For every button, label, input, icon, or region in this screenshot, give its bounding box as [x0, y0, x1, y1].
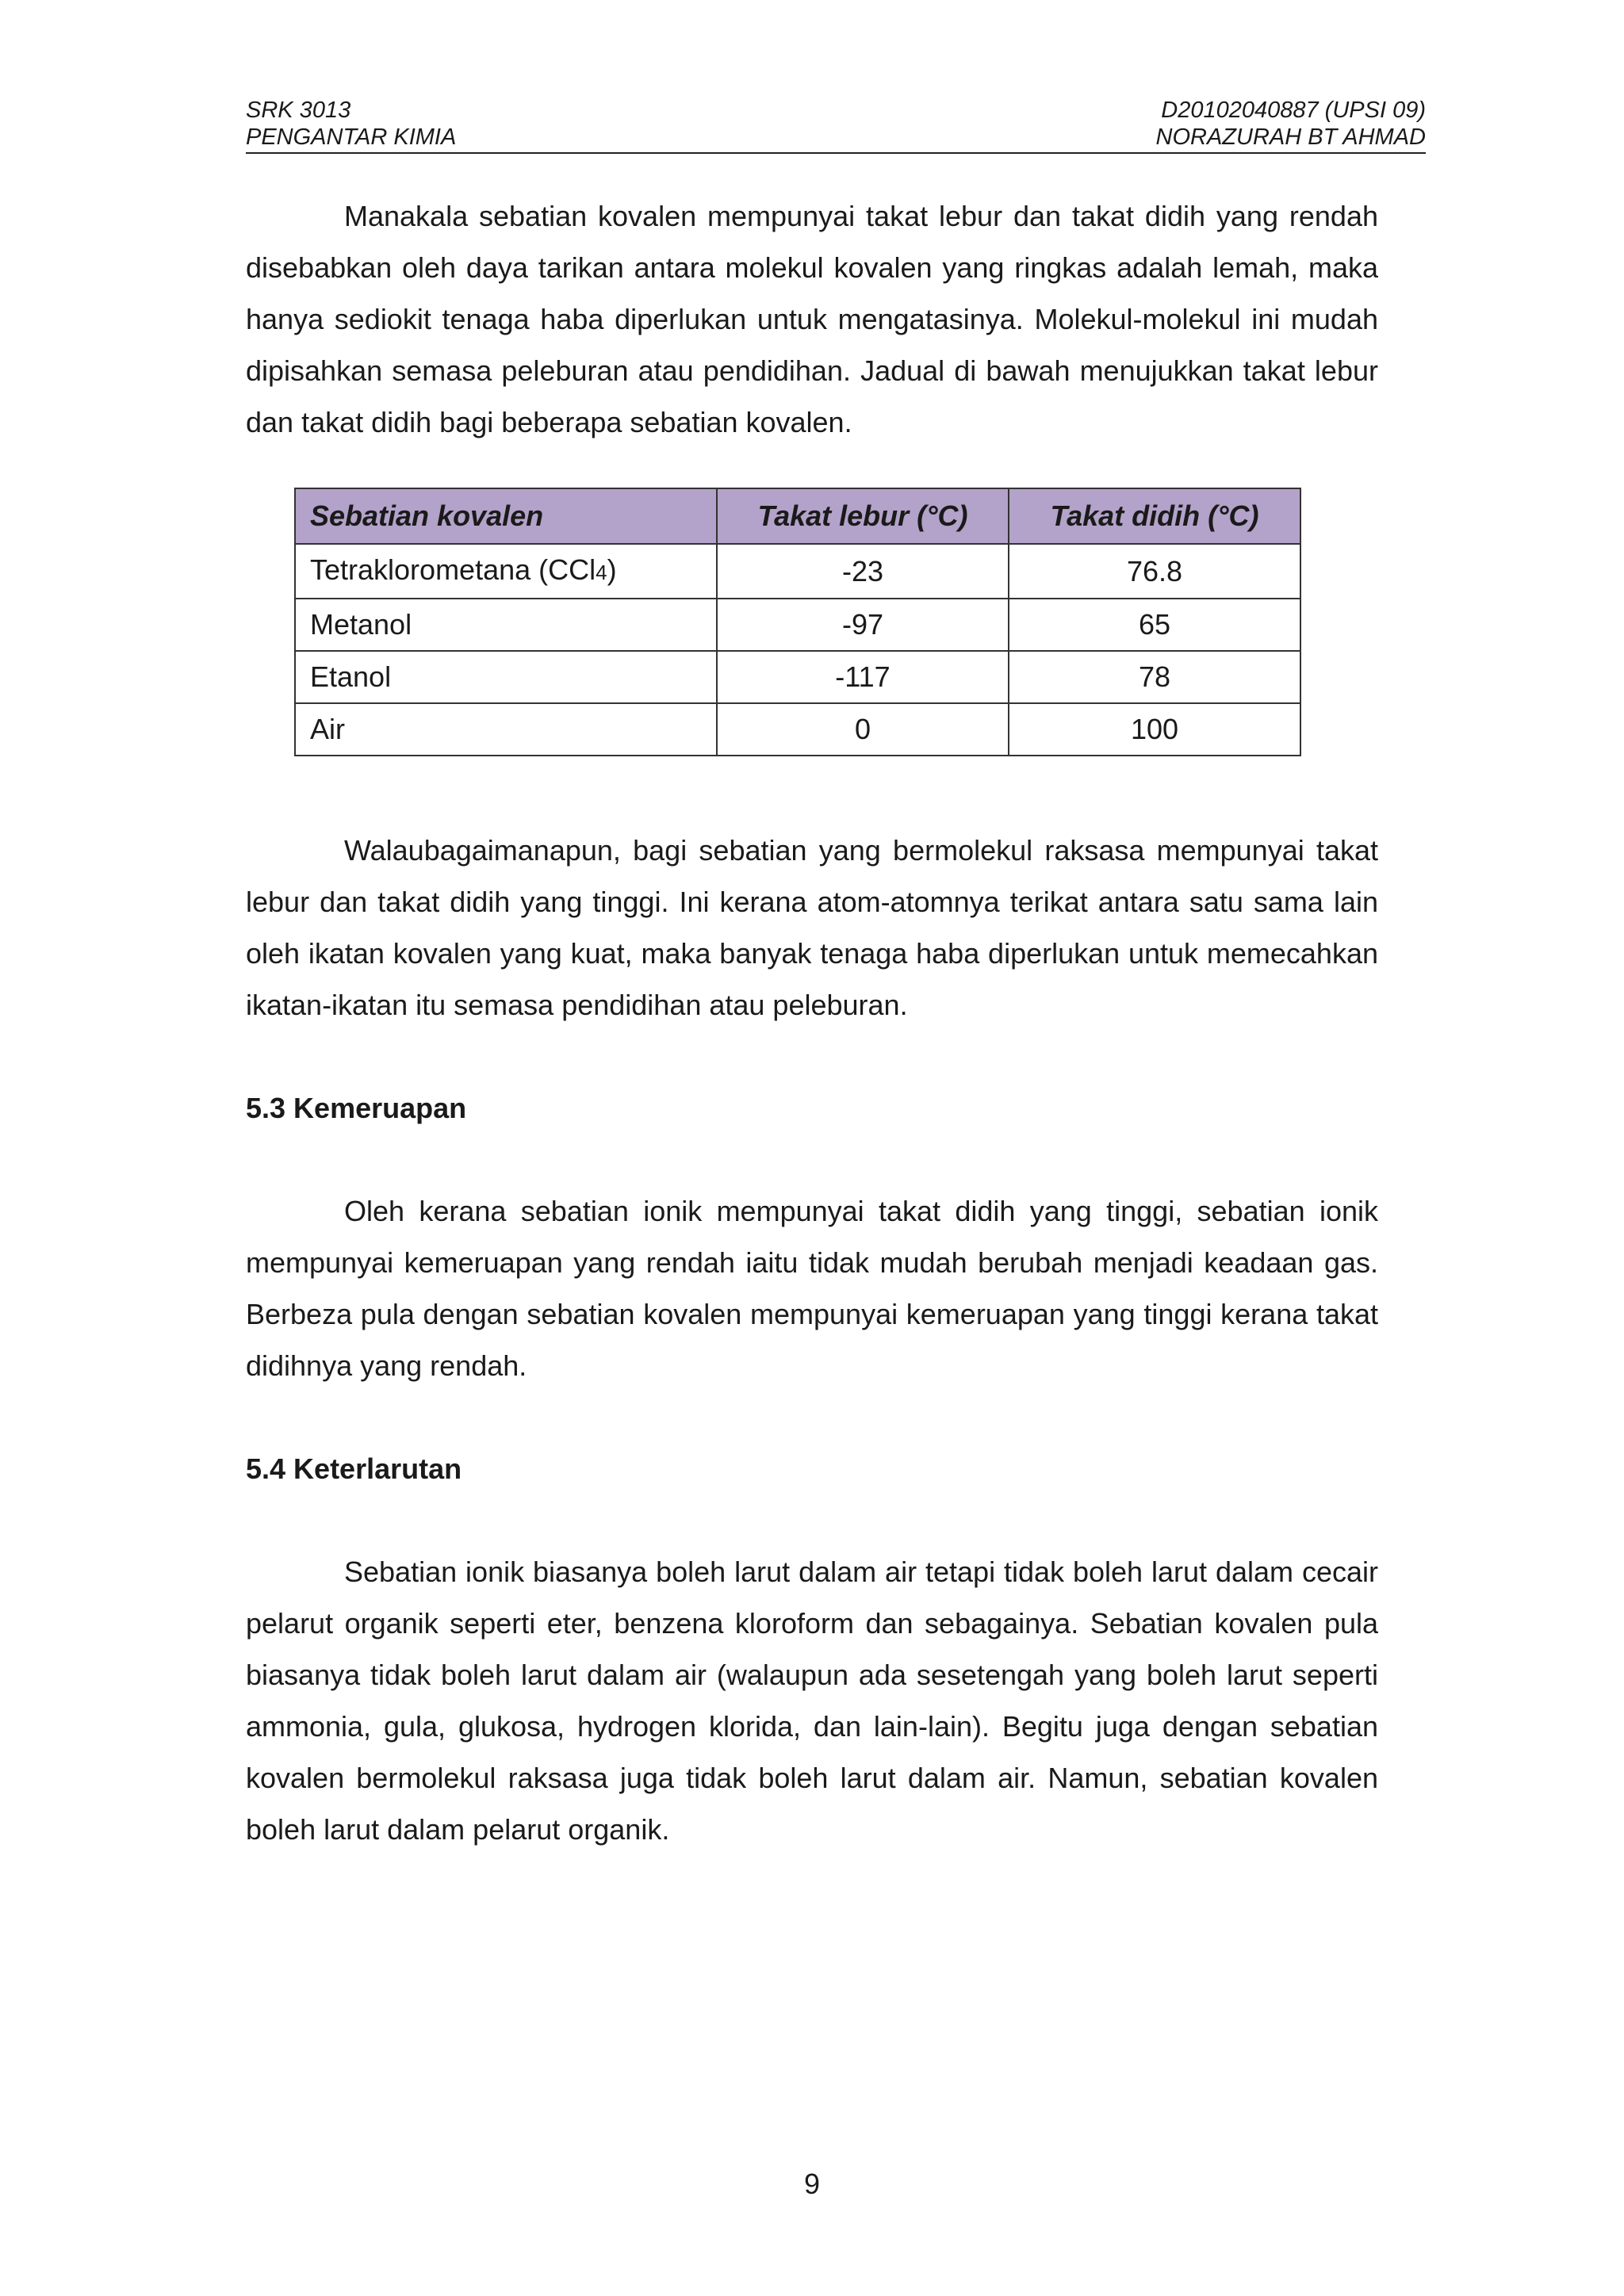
boiling-point-cell: 76.8 — [1009, 544, 1300, 599]
column-header-melting-point: Takat lebur (°C) — [717, 488, 1009, 544]
boiling-point-cell: 65 — [1009, 599, 1300, 651]
header-left — [246, 97, 456, 151]
covalent-compounds-table — [294, 488, 1301, 756]
volatility-paragraph: Oleh kerana sebatian ionik mempunyai takat didih yang tinggi, sebatian ionik mempunyai kemeruapan yang rendah iaitu tidak mudah berubah menjadi keadaan gas. Berbeza pula dengan sebatian kovalen mempunyai kemeruapan yang tinggi kerana takat didihnya yang rendah. — [246, 1195, 1378, 1382]
compound-cell: Air — [295, 703, 717, 756]
spacer — [246, 1494, 1378, 1546]
header-right — [1156, 97, 1427, 151]
section-heading-volatility: 5.3 Kemeruapan — [246, 1092, 467, 1124]
page-number: 9 — [803, 2168, 821, 2200]
compound-cell — [295, 544, 717, 599]
compound-cell: Etanol — [295, 651, 717, 703]
melting-point-cell: 0 — [717, 703, 1009, 756]
page-body — [246, 190, 1378, 1855]
melting-point-cell: -23 — [717, 544, 1009, 599]
intro-paragraph: Manakala sebatian kovalen mempunyai takat lebur dan takat didih yang rendah disebabkan oleh daya tarikan antara molekul kovalen yang ringkas adalah lemah, maka hanya sediokit tenaga haba diperlukan untuk mengatasinya. Molekul-molekul ini mudah dipisahkan semasa peleburan atau pendidihan. Jadual di bawah menujukkan takat lebur dan takat didih bagi beberapa sebatian kovalen. — [246, 200, 1378, 438]
table-row — [295, 599, 1300, 651]
table-row — [295, 703, 1300, 756]
table-row — [295, 544, 1300, 599]
compound-name-suffix: ) — [607, 553, 617, 586]
section-heading-solubility: 5.4 Keterlarutan — [246, 1452, 462, 1485]
course-name: PENGANTAR KIMIA — [246, 124, 457, 150]
table-row — [295, 651, 1300, 703]
spacer — [246, 1134, 1378, 1185]
solubility-paragraph: Sebatian ionik biasanya boleh larut dalam air tetapi tidak boleh larut dalam cecair pelarut organik seperti eter, benzena kloroform dan sebagainya. Sebatian kovalen pula biasanya tidak boleh larut dalam air (walaupun ada sesetengah yang boleh larut seperti ammonia, gula, glukosa, hydrogen klorida, dan lain-lain). Begitu juga dengan sebatian kovalen bermolekul raksasa juga tidak boleh larut dalam air. Namun, sebatian kovalen boleh larut dalam pelarut organik. — [246, 1556, 1378, 1846]
student-name: NORAZURAH BT AHMAD — [1155, 124, 1426, 150]
spacer — [246, 756, 1378, 825]
column-header-compound: Sebatian kovalen — [295, 488, 717, 544]
compound-cell: Metanol — [295, 599, 717, 651]
melting-point-cell: -117 — [717, 651, 1009, 703]
formula-subscript: 4 — [596, 561, 607, 584]
spacer — [246, 1031, 1378, 1082]
column-header-boiling-point: Takat didih (°C) — [1009, 488, 1300, 544]
giant-molecule-paragraph: Walaubagaimanapun, bagi sebatian yang bermolekul raksasa mempunyai takat lebur dan takat didih yang tinggi. Ini kerana atom-atomnya terikat antara satu sama lain oleh ikatan kovalen yang kuat, maka banyak tenaga haba diperlukan untuk memecahkan ikatan-ikatan itu semasa pendidihan atau peleburan. — [246, 834, 1378, 1021]
page-header — [246, 97, 1426, 154]
table-header-row — [295, 488, 1300, 544]
boiling-point-cell: 78 — [1009, 651, 1300, 703]
spacer — [246, 1391, 1378, 1443]
boiling-point-cell: 100 — [1009, 703, 1300, 756]
compound-name: Tetraklorometana (CCl — [310, 553, 596, 586]
student-id: D20102040887 (UPSI 09) — [1161, 98, 1426, 123]
melting-point-cell: -97 — [717, 599, 1009, 651]
course-code: SRK 3013 — [246, 98, 351, 123]
